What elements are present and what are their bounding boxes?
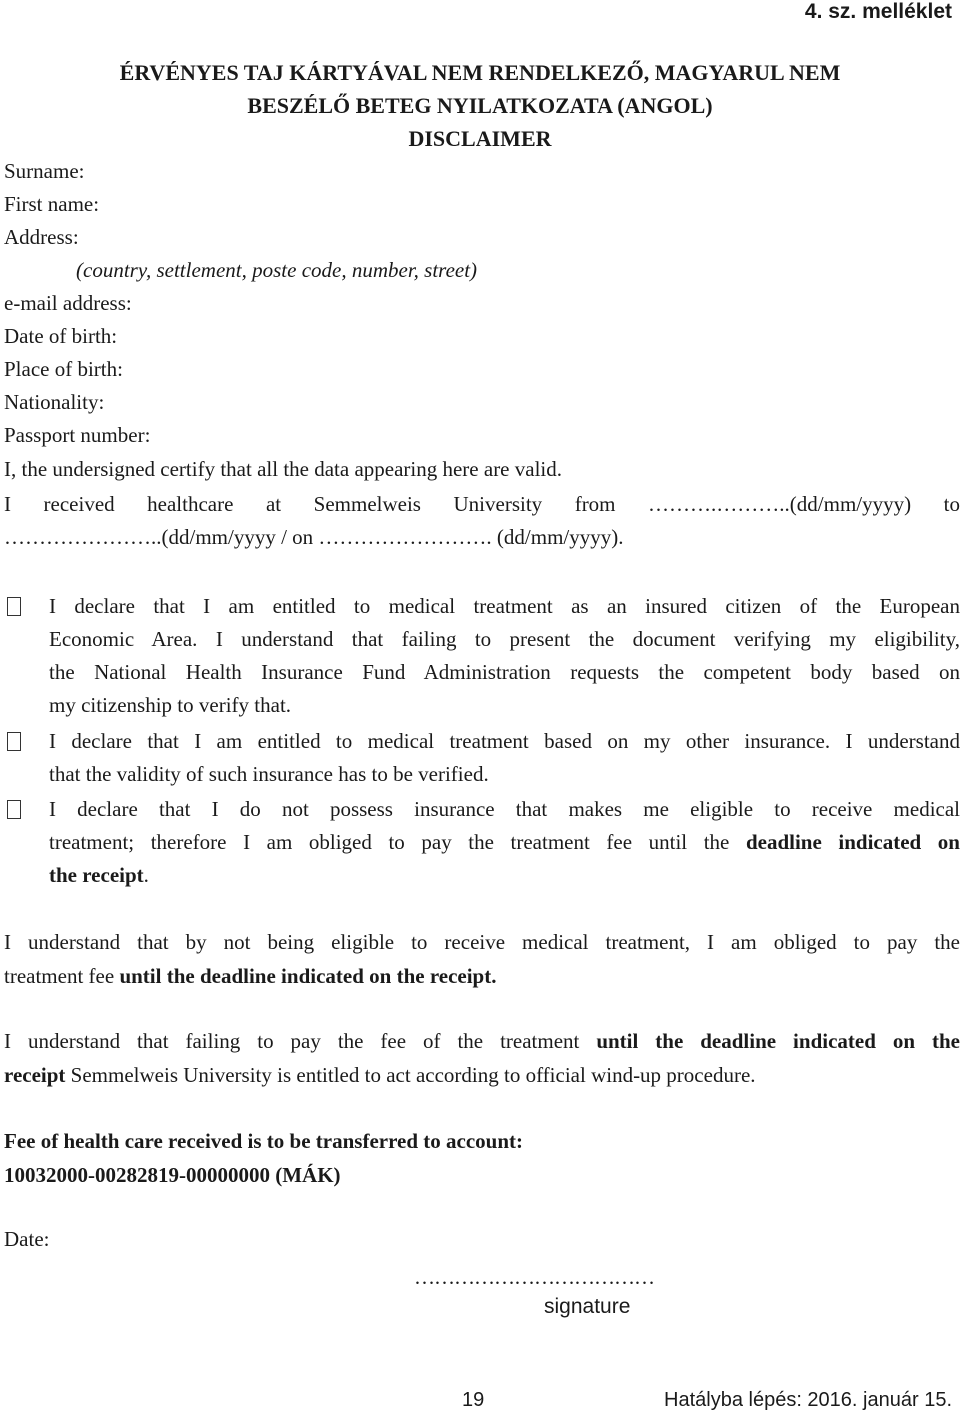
option-1-line-3: the National Health Insurance Fund Administration requests the competent body based on xyxy=(49,660,960,684)
signature-line: ……………………………… xyxy=(414,1265,654,1289)
received-statement xyxy=(4,488,960,554)
option-eea-insured xyxy=(4,590,960,722)
annex-label: 4. sz. melléklet xyxy=(804,0,952,23)
certify-line: I, the undersigned certify that all the data appearing here are valid. xyxy=(4,457,562,481)
nationality-label: Nationality: xyxy=(4,390,105,414)
surname-label: Surname: xyxy=(4,159,85,183)
place-of-birth-label: Place of birth: xyxy=(4,357,123,381)
option-3-deadline-bold: deadline indicated on xyxy=(745,830,960,854)
fee-account-number: 10032000-00282819-00000000 (MÁK) xyxy=(4,1163,341,1187)
option-3-line-1: I declare that I do not possess insurance that makes me eligible to receive medical xyxy=(49,797,960,821)
effective-date: Hatályba lépés: 2016. január 15. xyxy=(664,1389,952,1411)
option-1-line-2: Economic Area. I understand that failing to present the document verifying my eligibility, xyxy=(49,627,960,651)
option-3-line-2 xyxy=(49,826,960,859)
date-label: Date: xyxy=(4,1227,50,1251)
received-line-1: I received healthcare at Semmelweis University from ……….………..(dd/mm/yyyy) to xyxy=(4,492,960,516)
not-eligible-line-1: I understand that by not being eligible to receive medical treatment, I am obliged to pay the xyxy=(4,930,960,954)
not-eligible-deadline-bold: until the deadline indicated on the receipt. xyxy=(119,964,497,988)
option-2-line-2: that the validity of such insurance has to be verified. xyxy=(49,762,489,786)
title-line-1: ÉRVÉNYES TAJ KÁRTYÁVAL NEM RENDELKEZŐ, MAGYARUL NEM xyxy=(119,60,841,85)
option-no-insurance xyxy=(4,793,960,892)
failing-line-2 xyxy=(4,1058,960,1092)
email-label: e-mail address: xyxy=(4,291,132,315)
fee-account-line-1: Fee of health care received is to be transferred to account: xyxy=(4,1129,524,1153)
page-number: 19 xyxy=(462,1389,485,1411)
option-1-line-4: my citizenship to verify that. xyxy=(49,693,292,717)
passport-number-label: Passport number: xyxy=(4,423,151,447)
address-hint: (country, settlement, poste code, number, street) xyxy=(76,258,478,282)
option-2-line-1: I declare that I am entitled to medical treatment based on my other insurance. I understand xyxy=(49,729,960,753)
failing-line-2-text: Semmelweis University is entitled to act according to official wind-up procedure. xyxy=(65,1063,756,1087)
checkbox-other-insurance[interactable] xyxy=(7,732,21,751)
not-eligible-line-2 xyxy=(4,959,960,993)
failing-receipt-bold: receipt xyxy=(4,1063,66,1087)
date-of-birth-label: Date of birth: xyxy=(4,324,118,348)
option-3-line-3-end: . xyxy=(143,863,149,887)
not-eligible-paragraph xyxy=(4,925,960,993)
address-label: Address: xyxy=(4,225,79,249)
title-line-3: DISCLAIMER xyxy=(408,126,552,151)
failing-to-pay-paragraph xyxy=(4,1024,960,1092)
option-other-insurance xyxy=(4,725,960,791)
certify-statement xyxy=(4,453,960,486)
title-line-2: BESZÉLŐ BETEG NYILATKOZATA (ANGOL) xyxy=(247,93,713,118)
failing-deadline-bold: until the deadline indicated on the xyxy=(596,1029,960,1053)
received-line-2: …………………..(dd/mm/yyyy / on ……………………. (dd/mm/yyyy). xyxy=(4,525,624,549)
checkbox-eea-insured[interactable] xyxy=(7,597,21,616)
fee-account-block xyxy=(4,1124,960,1192)
option-1-line-1: I declare that I am entitled to medical treatment as an insured citizen of the European xyxy=(49,594,960,618)
option-3-receipt-bold: the receipt xyxy=(49,863,144,887)
option-3-line-3 xyxy=(49,859,960,892)
first-name-label: First name: xyxy=(4,192,100,216)
option-3-line-2-text: treatment; therefore I am obliged to pay the treatment fee until the xyxy=(49,830,746,854)
not-eligible-line-2-text: treatment fee xyxy=(4,964,120,988)
failing-line-1-text: I understand that failing to pay the fee of the treatment xyxy=(4,1029,597,1053)
failing-line-1 xyxy=(4,1024,960,1058)
checkbox-no-insurance[interactable] xyxy=(7,800,21,819)
signature-label: signature xyxy=(544,1295,631,1318)
